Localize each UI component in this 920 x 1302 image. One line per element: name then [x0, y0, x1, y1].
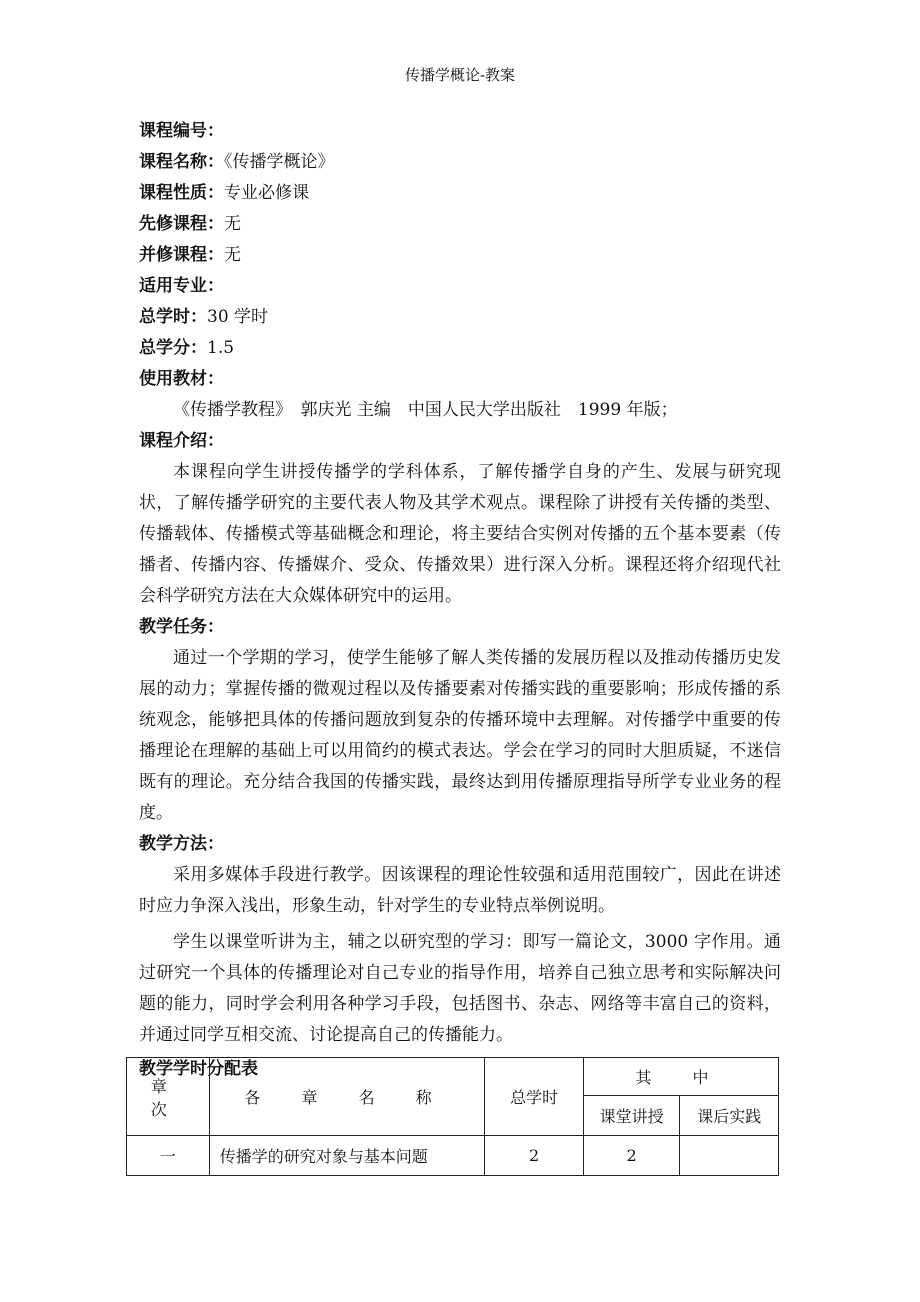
field-value: 30 学时: [207, 307, 269, 327]
field-label: 课程性质：: [139, 183, 224, 203]
header-total-hours: 总学时: [485, 1058, 584, 1136]
field-label: 并修课程：: [139, 245, 224, 265]
cell-total: 2: [485, 1136, 584, 1176]
field-total-credits: [139, 333, 781, 364]
table-title: 教学学时分配表: [139, 1059, 258, 1079]
field-major: [139, 271, 781, 302]
field-course-nature: [139, 178, 781, 209]
field-course-code: [139, 116, 781, 147]
cell-practice: [680, 1136, 779, 1176]
cell-chapter: 一: [127, 1136, 210, 1176]
document-body: [139, 116, 781, 1085]
textbook-entry: 《传播学教程》 郭庆光 主编 中国人民大学出版社 1999 年版；: [173, 400, 678, 420]
intro-heading: 课程介绍：: [139, 431, 224, 451]
intro-paragraph: 本课程向学生讲授传播学的学科体系，了解传播学自身的产生、发展与研究现状，了解传播学研究的主要代表人物及其学术观点。课程除了讲授有关传播的类型、传播载体、传播模式等基础概念和理论，将主要结合实例对传播的五个基本要素（传播者、传播内容、传播媒介、受众、传播效果）进行深入分析。课程还将介绍现代社会科学研究方法在大众媒体研究中的运用。: [139, 462, 781, 606]
field-label: 适用专业：: [139, 276, 224, 296]
method-heading: 教学方法：: [139, 834, 224, 854]
field-value: 《传播学概论》: [224, 152, 335, 172]
field-label: 总学时：: [139, 307, 207, 327]
field-label: 课程名称：: [139, 152, 224, 172]
header-chapter: 章 次: [127, 1058, 210, 1136]
method-paragraph-1: 采用多媒体手段进行教学。因该课程的理论性较强和适用范围较广，因此在讲述时应力争深入浅出，形象生动，针对学生的专业特点举例说明。: [139, 865, 781, 916]
header-lecture: 课堂讲授: [583, 1096, 680, 1136]
header-breakdown: 其 中: [583, 1058, 778, 1096]
field-label: 使用教材：: [139, 369, 224, 389]
field-value: 1.5: [207, 338, 235, 358]
field-prerequisite: [139, 209, 781, 240]
cell-lecture: 2: [583, 1136, 680, 1176]
field-label: 总学分：: [139, 338, 207, 358]
method-paragraph-2: 学生以课堂听讲为主，辅之以研究型的学习：即写一篇论文，3000 字作用。通过研究一个具体的传播理论对自己专业的指导作用，培养自己独立思考和实际解决问题的能力，同时学会利用各种学习手段，包括图书、杂志、网络等丰富自己的资料，并通过同学互相交流、讨论提高自己的传播能力。: [139, 932, 781, 1045]
header-practice: 课后实践: [680, 1096, 779, 1136]
field-value: 无: [224, 214, 241, 234]
field-corequisite: [139, 240, 781, 271]
task-heading: 教学任务：: [139, 617, 224, 637]
page-header: 传播学概论-教案: [404, 66, 516, 84]
hours-table: [126, 1057, 779, 1176]
header-chapter-name: 各 章 名 称: [209, 1058, 485, 1136]
field-value: 无: [224, 245, 241, 265]
cell-chapter-name: 传播学的研究对象与基本问题: [209, 1136, 485, 1176]
field-textbook: [139, 364, 781, 395]
table-row: [127, 1136, 779, 1176]
field-total-hours: [139, 302, 781, 333]
field-label: 课程编号：: [139, 121, 224, 141]
field-label: 先修课程：: [139, 214, 224, 234]
task-paragraph: 通过一个学期的学习，使学生能够了解人类传播的发展历程以及推动传播历史发展的动力；掌握传播的微观过程以及传播要素对传播实践的重要影响；形成传播的系统观念，能够把具体的传播问题放到复杂的传播环境中去理解。对传播学中重要的传播理论在理解的基础上可以用简约的模式表达。学会在学习的同时大胆质疑，不迷信既有的理论。充分结合我国的传播实践，最终达到用传播原理指导所学专业业务的程度。: [139, 648, 781, 823]
field-course-name: [139, 147, 781, 178]
field-value: 专业必修课: [224, 183, 309, 203]
